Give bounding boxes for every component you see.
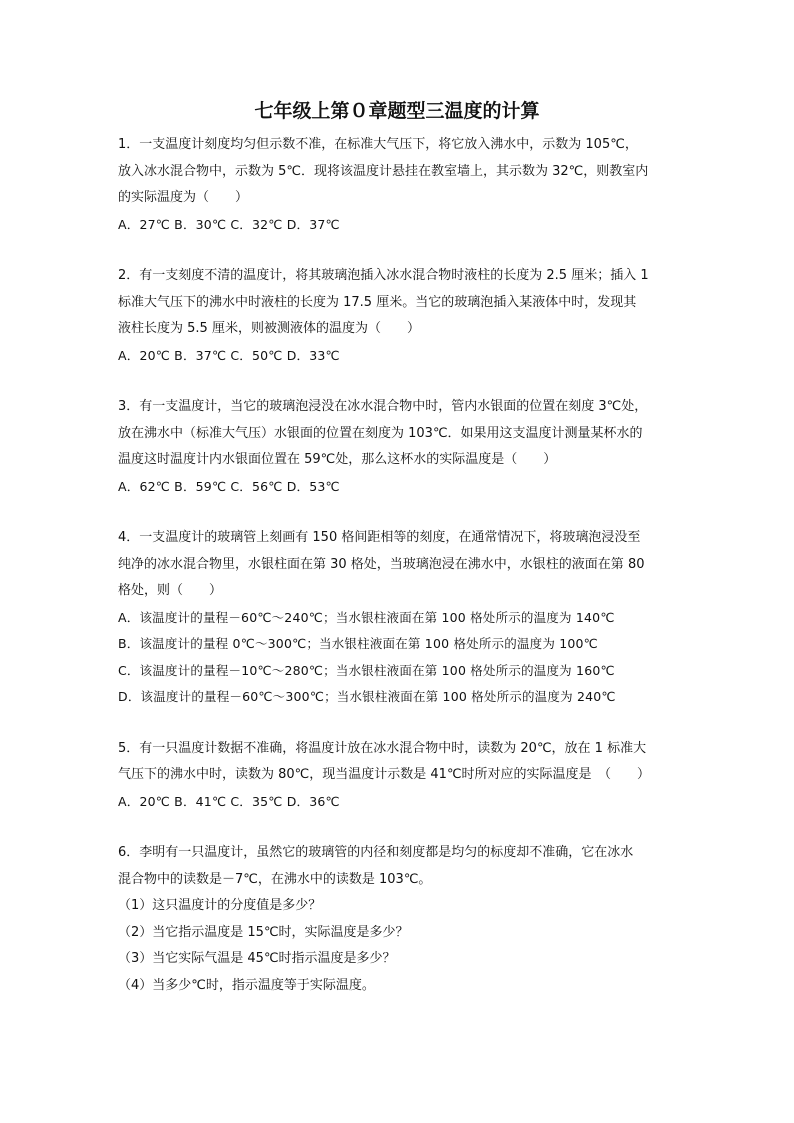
subquestion-2: （2）当它指示温度是 15℃时，实际温度是多少？: [118, 924, 409, 940]
answer-option-c: C．该温度计的量程－10℃～280℃；当水银柱液面在第 100 格处所示的温度为 160℃: [118, 662, 615, 678]
subquestion-3: （3）当它实际气温是 45℃时指示温度是多少？: [118, 951, 396, 966]
question-1: [118, 132, 683, 238]
answer-options: A．20℃ B．41℃ C．35℃ D．36℃: [118, 793, 340, 809]
question-2: [118, 263, 683, 369]
answer-options: A．62℃ B．59℃ C．56℃ D．53℃: [118, 478, 340, 494]
question-text-line: 标准大气压下的沸水中时液柱的长度为 17.5 厘米。当它的玻璃泡插入某液体中时，发现其: [118, 294, 637, 310]
question-5: [118, 736, 683, 816]
answer-options: A．20℃ B．37℃ C．50℃ D．33℃: [118, 347, 340, 363]
question-text-line: 格处，则（ ）: [118, 583, 223, 598]
question-text-line: 1．一支温度计刻度均匀但示数不准，在标准大气压下，将它放入沸水中，示数为 105℃，: [118, 137, 638, 152]
question-text-line: 5．有一只温度计数据不准确，将温度计放在冰水混合物中时，读数为 20℃，放在 1 标准大: [118, 740, 647, 756]
subquestion-4: （4）当多少℃时，指示温度等于实际温度。: [118, 977, 375, 993]
question-text-line: 6．李明有一只温度计，虽然它的玻璃管的内径和刻度都是均匀的标度却不准确，它在冰水: [118, 845, 634, 860]
question-list: [118, 132, 683, 1024]
question-text-line: 2．有一支刻度不清的温度计，将其玻璃泡插入冰水混合物时液柱的长度为 2.5 厘米；插入 1: [118, 268, 649, 283]
document-title: 七年级上第０章题型三温度的计算: [254, 100, 540, 122]
question-text-line: 液柱长度为 5.5 厘米，则被测液体的温度为（ ）: [118, 321, 420, 336]
answer-options: A．27℃ B．30℃ C．32℃ D．37℃: [118, 216, 340, 232]
question-text-line: 3．有一支温度计，当它的玻璃泡浸没在冰水混合物中时，管内水银面的位置在刻度 3℃处，: [118, 399, 648, 414]
question-text-line: 4．一支温度计的玻璃管上刻画有 150 格间距相等的刻度，在通常情况下，将玻璃泡浸没至: [118, 530, 641, 545]
question-text-line: 放入冰水混合物中，示数为 5℃．现将该温度计悬挂在教室墙上，其示数为 32℃，则教室内: [118, 163, 649, 179]
question-3: [118, 394, 683, 500]
question-text-line: 混合物中的读数是－7℃，在沸水中的读数是 103℃。: [118, 871, 432, 887]
question-text-line: 气压下的沸水中时，读数为 80℃，现当温度计示数是 41℃时所对应的实际温度是 （ ）: [118, 767, 651, 782]
question-4: [118, 525, 683, 711]
question-6: [118, 840, 683, 999]
subquestion-1: （1）这只温度计的分度值是多少？: [118, 898, 322, 913]
answer-option-b: B．该温度计的量程 0℃～300℃；当水银柱液面在第 100 格处所示的温度为 100℃: [118, 636, 598, 651]
question-text-line: 纯净的冰水混合物里，水银柱面在第 30 格处，当玻璃泡浸在沸水中，水银柱的液面在第 80: [118, 556, 645, 572]
question-text-line: 温度这时温度计内水银面位置在 59℃处，那么这杯水的实际温度是（ ）: [118, 452, 557, 467]
question-text-line: 放在沸水中（标准大气压）水银面的位置在刻度为 103℃．如果用这支温度计测量某杯水的: [118, 425, 643, 441]
question-text-line: 的实际温度为（ ）: [118, 190, 249, 205]
answer-option-a: A．该温度计的量程－60℃～240℃；当水银柱液面在第 100 格处所示的温度为 140℃: [118, 609, 615, 625]
answer-option-d: D．该温度计的量程－60℃～300℃；当水银柱液面在第 100 格处所示的温度为 240℃: [118, 689, 616, 704]
